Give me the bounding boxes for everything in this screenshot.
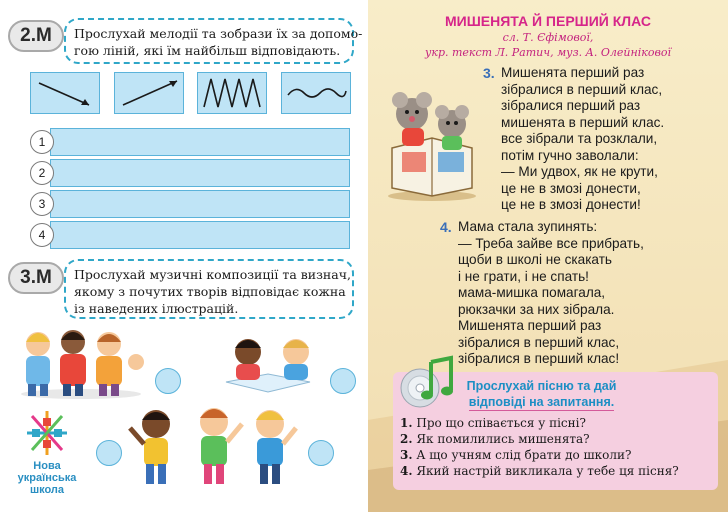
task-3-instructions — [64, 259, 354, 319]
task-3-text-line: із наведених ілюстрацій. — [74, 301, 239, 316]
verse-3-number: 3. — [483, 65, 495, 81]
task-2-text-line: гою ліній, які їм найбільш відповідають. — [74, 43, 341, 58]
questions-heading — [454, 378, 629, 411]
nus-logo-icon — [24, 408, 70, 458]
tile-descending-line — [30, 72, 100, 114]
row-number: 1 — [30, 130, 54, 154]
verse-line: Мишенята перший раз — [458, 318, 602, 333]
verse-line: все зібрали та розклали, — [501, 131, 658, 146]
questions-heading-line: Прослухай пісню та дай — [466, 379, 617, 393]
question-item — [400, 432, 590, 447]
verse-line: це не в змозі донести, — [501, 180, 641, 196]
task-2-text-line: Прослухай мелодії та зобрази їх за допомо- — [74, 26, 363, 41]
verse-line: і не грати, і не спать! — [458, 268, 589, 284]
answer-row-3[interactable] — [50, 190, 350, 218]
row-number: 4 — [30, 223, 54, 247]
verse-4-number: 4. — [440, 219, 452, 235]
verse-line: мама-мишка помагала, — [458, 285, 606, 300]
question-number: 4. — [400, 464, 413, 478]
nus-logo-text — [8, 460, 86, 496]
song-title: МИШЕНЯТА Й ПЕРШИЙ КЛАС — [445, 13, 651, 29]
question-number: 3. — [400, 448, 413, 462]
row-number: 2 — [30, 161, 54, 185]
logo-line: школа — [29, 484, 65, 496]
tile-wavy-line — [281, 72, 351, 114]
verse-line: — Ми удвох, як не крути, — [501, 164, 658, 179]
question-item — [400, 448, 631, 463]
verse-line: щоби в школі не скакать — [458, 252, 613, 267]
verse-4 — [458, 219, 644, 368]
verse-line: зібралися в перший клас, — [458, 334, 620, 350]
tile-ascending-line — [114, 72, 184, 114]
verse-line: це не в змозі донести! — [501, 197, 641, 212]
answer-row-4[interactable] — [50, 221, 350, 249]
question-number: 1. — [400, 416, 413, 430]
verse-line: Мишенята перший раз — [501, 65, 645, 80]
verse-line: — Треба зайве все прибрать, — [458, 235, 644, 251]
verse-line: Мама стала зупинять: — [458, 219, 598, 234]
answer-row-2[interactable] — [50, 159, 350, 187]
row-number: 3 — [30, 192, 54, 216]
children-reading-illustration — [218, 318, 328, 400]
verse-line: зібралися в перший клас, — [501, 81, 663, 97]
question-text: А що учням слід брати до школи? — [416, 448, 632, 462]
verse-line: зібралися перший раз — [501, 98, 641, 113]
task-3-text-line: Прослухай музичні композиції та визнач, — [74, 267, 351, 282]
verse-line: потім гучно заволали: — [501, 147, 639, 163]
question-text: Про що співається у пісні? — [416, 416, 586, 430]
mice-with-book-illustration — [382, 84, 482, 202]
answer-rows — [30, 128, 352, 251]
question-text: Який настрій викликала у тебе ця пісня? — [416, 464, 679, 478]
verse-line: зібралися в перший клас! — [458, 351, 620, 366]
logo-line: Нова — [33, 460, 61, 472]
task-2-badge: 2.М — [8, 20, 64, 52]
children-jumping-illustration — [126, 398, 302, 492]
answer-circle[interactable] — [330, 368, 356, 394]
children-group-illustration — [16, 318, 146, 400]
answer-circle[interactable] — [96, 440, 122, 466]
song-credit-music: укр. текст Л. Ратич, муз. А. Олейнікової — [425, 46, 671, 59]
task-3-text-line: якому з почутих творів відповідає кожна — [74, 284, 346, 299]
answer-circle[interactable] — [308, 440, 334, 466]
verse-line: мишенята в перший клас. — [501, 114, 665, 130]
music-note-cd-icon — [398, 354, 456, 410]
verse-3 — [501, 65, 664, 214]
question-text: Як помилились мишенята? — [416, 432, 590, 446]
right-page — [368, 0, 728, 512]
tile-zigzag-line — [197, 72, 267, 114]
question-item — [400, 464, 679, 479]
task-2-instructions — [64, 18, 363, 64]
question-item — [400, 416, 586, 431]
question-number: 2. — [400, 432, 413, 446]
task-3-badge: 3.М — [8, 262, 64, 294]
song-credit-lyrics: сл. Т. Єфімової, — [502, 31, 594, 44]
logo-line: українська — [17, 472, 77, 484]
verse-line: рюкзачки за них зібрала. — [458, 301, 615, 317]
questions-heading-line: відповіді на запитання. — [468, 395, 615, 409]
answer-row-1[interactable] — [50, 128, 350, 156]
answer-circle[interactable] — [155, 368, 181, 394]
